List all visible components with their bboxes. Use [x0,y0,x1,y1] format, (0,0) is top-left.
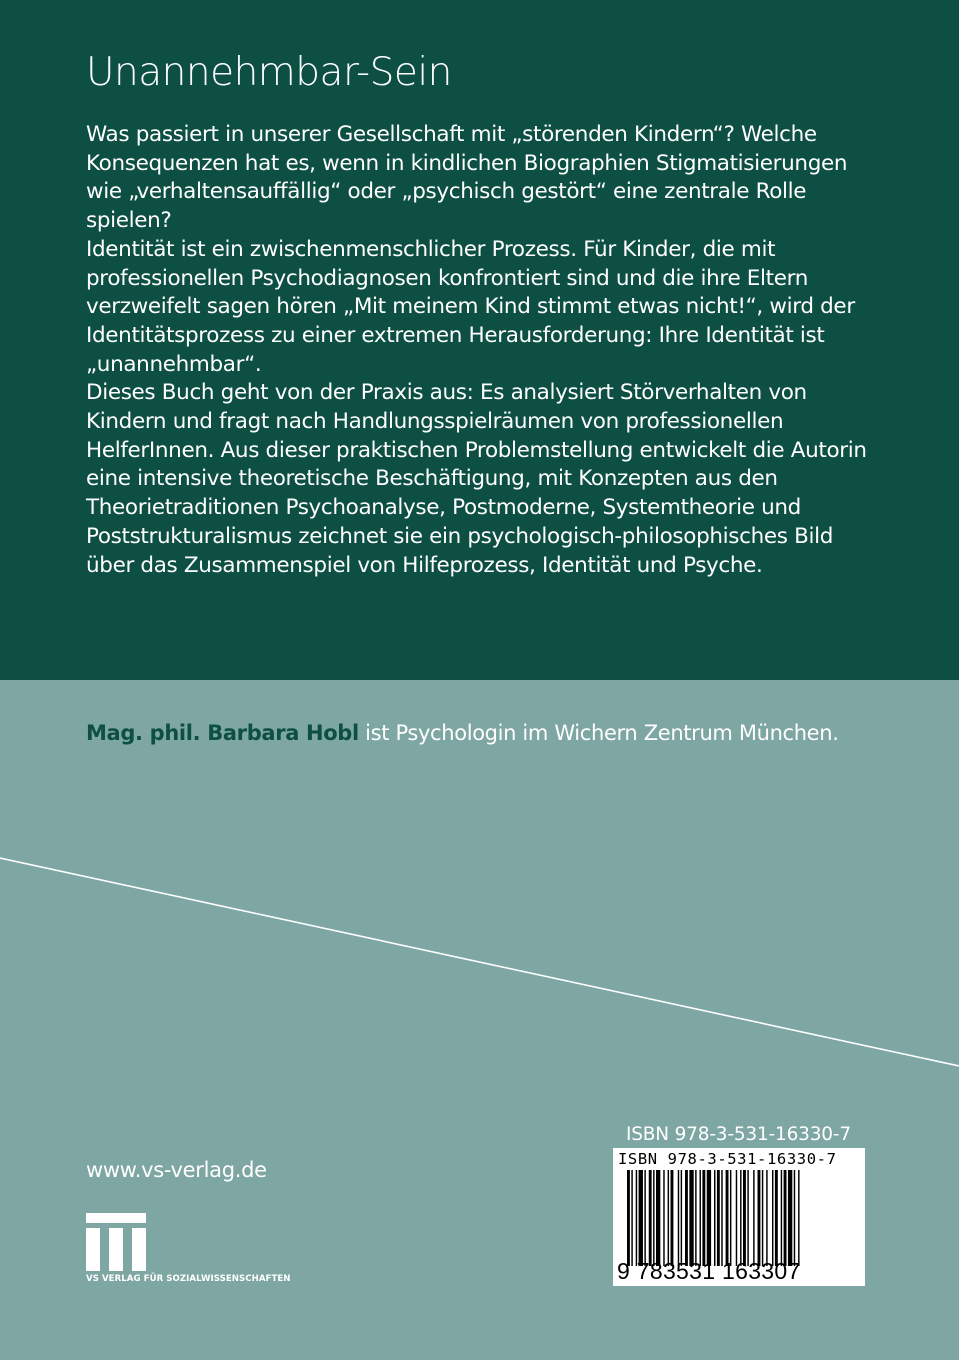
barcode-bar [798,1170,799,1266]
barcode-bar [656,1170,660,1266]
barcode-bar [681,1170,682,1266]
barcode-bar [784,1170,787,1266]
website-url: www.vs-verlag.de [86,1158,267,1182]
barcode-bar [663,1170,664,1266]
barcode-bar [700,1170,701,1266]
barcode-bar [707,1170,711,1266]
book-title: Unannehmbar-Sein [86,50,452,95]
barcode-bar [775,1170,778,1266]
barcode [613,1148,865,1286]
barcode-bar [740,1170,741,1266]
barcode-bar [668,1170,669,1266]
author-name: Mag. phil. Barbara Hobl [86,721,359,745]
barcode-bar [736,1170,737,1266]
barcode-bar [685,1170,688,1266]
barcode-bar [644,1170,645,1266]
barcode-digits: 9 783531 163307 [617,1258,801,1284]
barcode-bar [762,1170,763,1266]
barcode-bar [649,1170,652,1266]
barcode-bar [743,1170,746,1266]
diagonal-line [0,820,959,1070]
barcode-icon [627,1170,853,1266]
barcode-bar [730,1170,731,1266]
barcode-bar [653,1170,654,1266]
barcode-bar [695,1170,696,1266]
barcode-bar [714,1170,715,1266]
barcode-bar [781,1170,782,1266]
barcode-bar [678,1170,679,1266]
barcode-bar [794,1170,795,1266]
book-description [86,121,886,580]
vs-verlag-logo-icon [86,1213,146,1271]
barcode-bar [702,1170,705,1266]
barcode-isbn-text: ISBN 978-3-531-16330-7 [618,1150,837,1168]
barcode-bar [671,1170,674,1266]
barcode-bar [753,1170,754,1266]
barcode-bar [747,1170,748,1266]
barcode-bar [721,1170,722,1266]
barcode-bar [631,1170,632,1266]
barcode-bar [689,1170,693,1266]
barcode-bar [772,1170,773,1266]
barcode-bar [766,1170,767,1266]
barcode-bar [758,1170,761,1266]
barcode-bar [717,1170,720,1266]
barcode-bar [636,1170,637,1266]
barcode-bar [726,1170,729,1266]
author-description: ist Psychologin im Wichern Zentrum München. [358,721,839,745]
author-bio [86,721,839,745]
barcode-bar [788,1170,792,1266]
barcode-bar [627,1170,630,1266]
description-paragraph: Identität ist ein zwischenmenschlicher Prozess. Für Kinder, die mit professionellen Psychodiagnosen konfrontiert sind und die ihre Eltern verzweifelt sagen hören „Mit meinem Kind stimmt etwas nicht!“, wird der Identitätsprozess zu einer extremen Herausforderung: Ihre Identität ist „unannehmbar“. [86,236,855,377]
description-paragraph: Was passiert in unserer Gesellschaft mit „störenden Kindern“? Welche Konsequenzen hat es, wenn in kindlichen Biographien Stigmatisierungen wie „verhaltensauffällig“ oder „psychisch gestört“ eine zentrale Rolle spielen? [86,122,848,234]
barcode-bar [639,1170,643,1266]
publisher-name: VS VERLAG FÜR SOZIALWISSENSCHAFTEN [86,1274,291,1284]
isbn-label: ISBN 978-3-531-16330-7 [626,1124,851,1145]
description-paragraph: Dieses Buch geht von der Praxis aus: Es analysiert Störverhalten von Kindern und fragt nach Handlungsspielräumen von professionellen HelferInnen. Aus dieser praktischen Problemstellung entwickelt die Autorin eine intensive theoretische Beschäftigung, mit Konzepten aus den Theorietraditionen Psychoanalyse, Postmoderne, Systemtheorie und Poststrukturalismus zeichnet sie ein psychologisch-philosophisches Bild über das Zusammenspiel von Hilfeprozess, Identität und Psyche. [86,380,867,578]
